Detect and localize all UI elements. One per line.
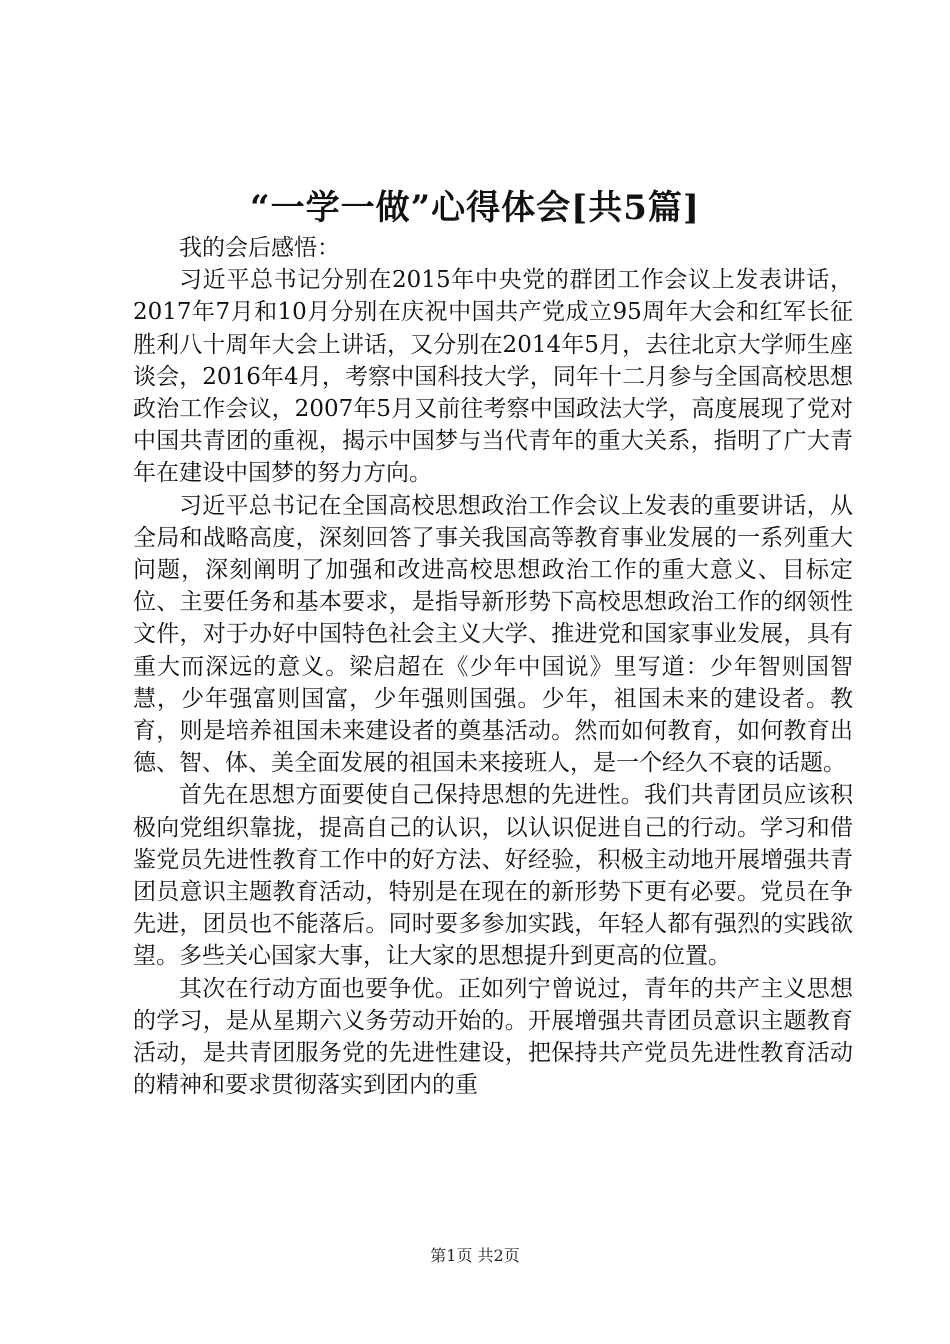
paragraph: 习近平总书记在全国高校思想政治工作会议上发表的重要讲话，从全局和战略高度，深刻回答了事关我国高等教育事业发展的一系列重大问题，深刻阐明了加强和改进高校思想政治工作的重大意义、目标定位、主要任务和基本要求，是指导新形势下高校思想政治工作的纲领性文件，对于办好中国特色社会主义大学、推进党和国家事业发展，具有重大而深远的意义。梁启超在《少年中国说》里写道：少年智则国智慧，少年强富则国富，少年强则国强。少年，祖国未来的建设者。教育，则是培养祖国未来建设者的奠基活动。然而如何教育，如何教育出德、智、体、美全面发展的祖国未来接班人，是一个经久不衰的话题。 [133,492,853,777]
document-title: “一学一做”心得体会[共5篇] [250,188,700,228]
paragraph: 其次在行动方面也要争优。正如列宁曾说过，青年的共产主义思想的学习，是从星期六义务劳动开始的。开展增强共青团员意识主题教育活动，是共青团服务党的先进性建设，把保持共产党员先进性教育活动的精神和要求贯彻落实到团内的重 [133,975,853,1099]
paragraph-intro: 我的会后感悟： [179,235,340,261]
paragraph: 首先在思想方面要使自己保持思想的先进性。我们共青团员应该积极向党组织靠拢，提高自己的认识，以认识促进自己的行动。学习和借鉴党员先进性教育工作中的好方法、好经验，积极主动地开展增强共青团员意识主题教育活动，特别是在现在的新形势下更有必要。党员在争先进，团员也不能落后。同时要多参加实践，年轻人都有强烈的实践欲望。多些关心国家大事，让大家的思想提升到更高的位置。 [133,782,853,970]
paragraph: 习近平总书记分别在2015年中央党的群团工作会议上发表讲话，2017年7月和10月分别在庆祝中国共产党成立95周年大会和红军长征胜利八十周年大会上讲话，又分别在2014年5月，去往北京大学师生座谈会，2016年4月，考察中国科技大学，同年十二月参与全国高校思想政治工作会议，2007年5月又前往考察中国政法大学，高度展现了党对中国共青团的重视，揭示中国梦与当代青年的重大关系，指明了广大青年在建设中国梦的努力方向。 [133,267,853,487]
page-number-footer: 第1页 共2页 [430,1246,520,1265]
document-body [133,232,853,1101]
